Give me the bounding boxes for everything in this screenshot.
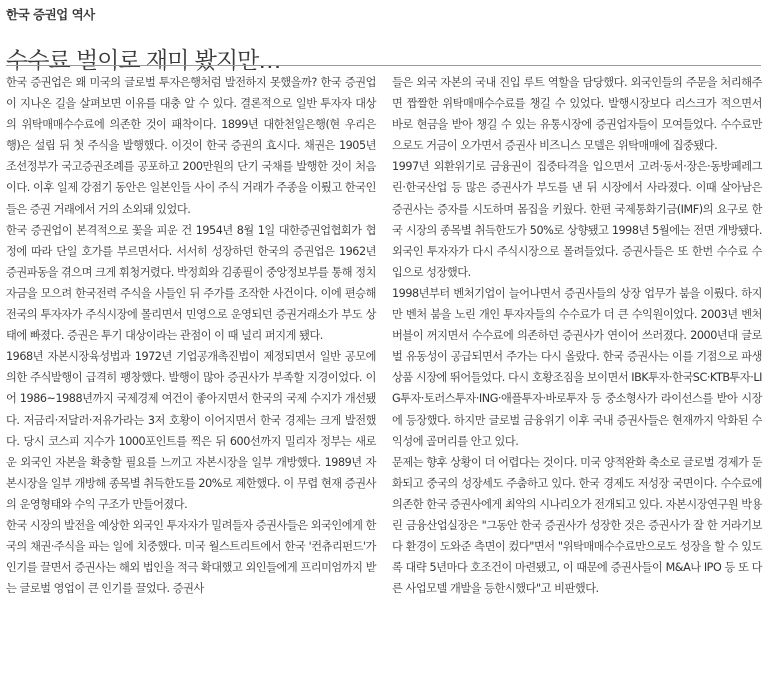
paragraph: 1998년부터 벤처기업이 늘어나면서 증권사들의 상장 업무가 붐을 이뤘다. 하지만 벤처 붐을 노린 개인 투자자들의 수수료가 더 큰 수익원이었다. 2003년 벤처 버블이 꺼지면서 수수료에 의존하던 증권사가 연이어 쓰러졌다. 2000년대 글로벌 유동성이 공급되면서 주가는 다시 올랐다. 한국 증권사는 이를 기점으로 파생상품 시장에 뛰어들었다. 다시 호황조짐을 보이면서 IBK투자·한국SC·KTB투자·LIG투자·토러스투자·ING·애플투자·바로투자 등 중소형사가 라이선스를 받아 시장에 등장했다. 하지만 글로벌 금융위기 이후 국내 증권사들은 현재까지 악화된 수익성에 골머리를 안고 있다. [392,286,762,448]
article-column-right [392,72,762,599]
paragraph: 문제는 향후 상황이 더 어렵다는 것이다. 미국 양적완화 축소로 글로벌 경제가 둔화되고 중국의 성장세도 주춤하고 있다. 한국 경제도 저성장 국면이다. 수수료에 의존한 한국 증권사에게 최악의 시나리오가 전개되고 있다. 자본시장연구원 박용린 금융산업실장은 "그동안 한국 증권사가 성장한 것은 증권사가 잘 한 거라기보다 환경이 도와준 측면이 컸다"면서 "위탁매매수수료만으로도 성장을 할 수 있도록 대략 5년마다 호조건이 마련됐고, 이 때문에 증권사들이 M&A나 IPO 등 또 다른 사업모델 개발을 등한시했다"고 비판했다. [392,455,762,596]
section-label: 한국 증권업 역사 [6,7,95,22]
paragraph: 1997년 외환위기로 금융권이 집중타격을 입으면서 고려·동서·장은·동방페레그린·한국산업 등 많은 증권사가 부도를 낸 뒤 시장에서 사라졌다. 이때 살아남은 증권사는 증자를 시도하며 몸집을 키웠다. 한편 국제통화기금(IMF)의 요구로 한국 시장의 종목별 취득한도가 50%로 상향됐고 1998년 5월에는 전면 개방됐다. 외국인 투자자가 다시 주식시장으로 몰려들었다. 증권사들은 또 한번 수수료 수입으로 성장했다. [392,160,762,279]
headline-divider [6,65,761,66]
paragraph: 한국 시장의 발전을 예상한 외국인 투자자가 밀려들자 증권사들은 외국인에게 한국의 채권·주식을 파는 일에 치중했다. 미국 월스트리트에서 한국 '컨츄리펀드'가 인기를 끌면서 증권사는 해외 법인을 적극 확대했고 외인들에게 프리미엄까지 받는 글로벌 영업이 큰 인기를 끌었다. 증권사 [6,518,376,596]
paragraph: 들은 외국 자본의 국내 진입 루트 역할을 담당했다. 외국인들의 주문을 처리해주면 짭짤한 위탁매매수수료를 챙길 수 있었다. 발행시장보다 리스크가 적으면서 바로 현금을 받아 챙길 수 있는 유통시장에 증권업자들이 모여들었다. 수수료만으로도 거금이 오가면서 증권사 비즈니스 모델은 위탁매매에 집중됐다. [392,76,762,153]
article-column-left [6,72,376,599]
paragraph: 한국 증권업은 왜 미국의 글로벌 투자은행처럼 발전하지 못했을까? 한국 증권업이 지나온 길을 살펴보면 이유를 대충 알 수 있다. 결론적으로 일반 투자자 대상의 위탁매매수수료에 의존한 것이 패착이다. 1899년 대한천일은행(현 우리은행)은 설립 뒤 첫 주식을 발행했다. 이것이 한국 증권의 효시다. 채권은 1905년 조선정부가 국고증권조례를 공포하고 200만원의 단기 국채를 발행한 것이 처음이다. 이후 일제 강점기 동안은 일본인들 사이 주식 거래가 주종을 이뤘고 한국인들은 증권 거래에서 거의 소외돼 있었다. [6,76,376,216]
article-headline: 수수료 벌이로 재미 봤지만… [6,48,281,75]
paragraph: 한국 증권업이 본격적으로 꽃을 피운 건 1954년 8월 1일 대한증권업협회가 협정에 따라 단일 호가를 부르면서다. 서서히 성장하던 한국의 증권업은 1962년 증권파동을 겪으며 크게 휘청거렸다. 박정희와 김종필이 중앙정보부를 통해 정치자금을 모으려 한국전력 주식을 사들인 뒤 주가를 조작한 사건이다. 이에 편승해 전국의 투자자가 주식시장에 몰리면서 민영으로 운영되던 증권거래소가 부도 상태에 빠졌다. 증권은 투기 대상이라는 관점이 이 때 널리 퍼지게 됐다. [6,223,376,343]
paragraph: 1968년 자본시장육성법과 1972년 기업공개촉진법이 제정되면서 일반 공모에 의한 주식발행이 급격히 팽창했다. 발행이 많아 증권사가 부족할 지경이었다. 이어 1986~1988년까지 국제경제 여건이 좋아지면서 한국의 국제 수지가 개선됐다. 저금리·저달러·저유가라는 3저 호황이 이어지면서 한국 경제는 크게 발전했다. 당시 코스피 지수가 1000포인트를 찍은 뒤 600선까지 밀리자 정부는 새로운 외국인 자본을 확충할 필요를 느끼고 자본시장을 일부 개방했다. 1989년 자본시장을 일부 개방해 종목별 취득한도를 20%로 제한했다. 이 무렵 현재 증권사의 운영형태와 수익 구조가 만들어졌다. [6,350,376,511]
